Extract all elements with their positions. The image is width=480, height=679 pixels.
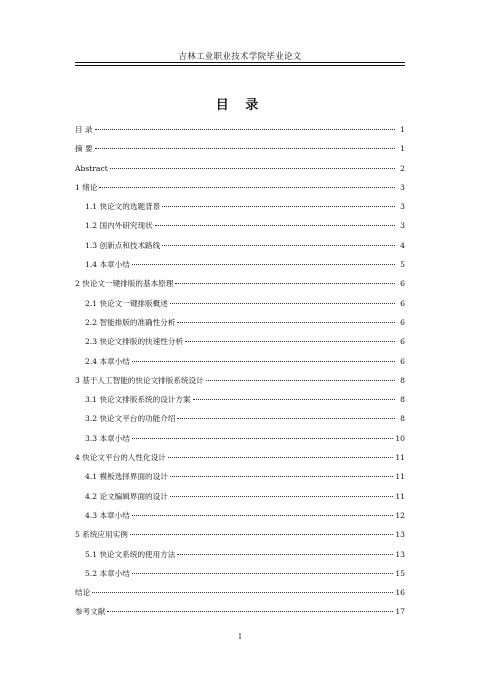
toc-entry-page: 11 <box>395 491 405 501</box>
toc-entry-title: Abstract <box>75 163 108 173</box>
toc-entry[interactable] <box>75 294 405 313</box>
toc-entry-title: 5 系统应用实例 <box>75 530 128 540</box>
toc-entry-page: 15 <box>395 568 405 578</box>
toc-entry-title: 3.1 快论文排版系统的设计方案 <box>85 395 191 405</box>
toc-entry-title: 2 快论文一键排版的基本原理 <box>75 279 174 289</box>
toc-leader-dots <box>170 496 393 497</box>
page-title: 目 录 <box>215 98 265 113</box>
toc-entry-page: 11 <box>395 453 405 463</box>
toc-entry-page: 4 <box>400 240 405 250</box>
toc-entry[interactable] <box>75 371 405 390</box>
toc-entry-title: 1.1 快论文的选题背景 <box>85 202 161 212</box>
toc-entry-page: 13 <box>395 549 405 559</box>
toc-entry-page: 3 <box>400 202 405 212</box>
toc-entry-title: 2.3 快论文排版的快速性分析 <box>85 337 184 347</box>
toc-entry[interactable] <box>75 564 405 583</box>
toc-leader-dots <box>185 341 395 342</box>
toc-entry[interactable] <box>75 216 405 235</box>
toc-leader-dots <box>95 148 395 149</box>
toc-entry[interactable] <box>75 274 405 293</box>
toc-entry-page: 17 <box>395 607 405 617</box>
toc-leader-dots <box>170 303 395 304</box>
toc-leader-dots <box>170 476 393 477</box>
toc-leader-dots <box>132 264 395 265</box>
toc-leader-dots <box>175 283 395 284</box>
toc-entry[interactable] <box>75 255 405 274</box>
toc-entry-title: 结论 <box>75 588 91 598</box>
toc-entry-title: 目 录 <box>75 125 93 134</box>
toc-entry[interactable] <box>75 506 405 525</box>
toc-entry[interactable] <box>75 352 405 371</box>
toc-leader-dots <box>95 129 395 130</box>
toc-entry-title: 1.3 创新点和技术路线 <box>85 240 161 250</box>
toc-entry-page: 6 <box>400 317 405 327</box>
toc-entry-page: 8 <box>400 414 405 424</box>
toc-leader-dots <box>177 322 395 323</box>
toc-entry[interactable] <box>75 236 405 255</box>
toc-entry-title: 5.2 本章小结 <box>85 568 130 578</box>
toc-leader-dots <box>168 457 394 458</box>
toc-entry[interactable] <box>75 120 405 139</box>
toc-leader-dots <box>162 245 395 246</box>
toc-leader-dots <box>206 380 395 381</box>
toc-leader-dots <box>132 573 393 574</box>
toc-entry-page: 1 <box>400 144 405 154</box>
toc-leader-dots <box>99 187 395 188</box>
toc-entry[interactable] <box>75 487 405 506</box>
toc-leader-dots <box>132 361 395 362</box>
toc-entry-title: 3 基于人工智能的快论文排版系统设计 <box>75 375 204 385</box>
toc-entry-page: 6 <box>400 298 405 308</box>
toc-entry[interactable] <box>75 583 405 602</box>
toc-entry-page: 3 <box>400 221 405 231</box>
toc-leader-dots <box>162 206 395 207</box>
toc-leader-dots <box>193 399 395 400</box>
toc-leader-dots <box>132 438 393 439</box>
toc-leader-dots <box>132 515 393 516</box>
toc-entry-page: 6 <box>400 337 405 347</box>
toc-entry[interactable] <box>75 602 405 621</box>
toc-leader-dots <box>92 592 393 593</box>
running-header: 吉林工业职业技术学院毕业论文 <box>178 52 302 62</box>
toc-entry-title: 1 绪论 <box>75 182 98 192</box>
toc-entry-title: 参考文献 <box>75 607 106 617</box>
toc-entry[interactable] <box>75 313 405 332</box>
toc-entry-page: 11 <box>395 472 405 482</box>
toc-entry-page: 6 <box>400 279 405 289</box>
toc-leader-dots <box>110 168 395 169</box>
toc-entry-title: 1.2 国内外研究现状 <box>85 221 153 231</box>
toc-entry[interactable] <box>75 178 405 197</box>
toc-entry-title: 5.1 快论文系统的使用方法 <box>85 549 176 559</box>
toc-entry[interactable] <box>75 467 405 486</box>
toc-entry-page: 8 <box>400 375 405 385</box>
header-rule-thin <box>75 65 405 66</box>
toc-leader-dots <box>107 611 393 612</box>
toc-entry-title: 4.3 本章小结 <box>85 510 130 520</box>
toc-entry[interactable] <box>75 159 405 178</box>
toc-entry[interactable] <box>75 448 405 467</box>
toc-entry-title: 1.4 本章小结 <box>85 260 130 270</box>
toc-entry[interactable] <box>75 525 405 544</box>
toc-entry-title: 3.3 本章小结 <box>85 433 130 443</box>
toc-entry[interactable] <box>75 390 405 409</box>
toc-entry[interactable] <box>75 429 405 448</box>
page-number: I <box>238 633 242 641</box>
toc-leader-dots <box>177 418 395 419</box>
toc-leader-dots <box>155 225 395 226</box>
toc-entry[interactable] <box>75 332 405 351</box>
toc-entry-page: 8 <box>400 395 405 405</box>
toc-entry-page: 16 <box>395 588 405 598</box>
toc-entry-title: 4 快论文平台的人性化设计 <box>75 453 166 463</box>
toc-entry-page: 13 <box>395 530 405 540</box>
toc-entry-page: 12 <box>395 510 405 520</box>
toc-entry[interactable] <box>75 197 405 216</box>
toc-entry-title: 4.2 论文编辑界面的设计 <box>85 491 168 501</box>
toc-entry-page: 2 <box>400 163 405 173</box>
toc-entry-page: 6 <box>400 356 405 366</box>
toc-entry[interactable] <box>75 139 405 158</box>
toc-entry-page: 10 <box>395 433 405 443</box>
toc-entry-title: 2.4 本章小结 <box>85 356 130 366</box>
toc-entry[interactable] <box>75 409 405 428</box>
toc-entry-title: 摘 要 <box>75 144 93 154</box>
toc-leader-dots <box>177 554 393 555</box>
toc-entry-page: 3 <box>400 182 405 192</box>
header-rule <box>75 62 405 63</box>
toc-entry-page: 1 <box>400 125 405 134</box>
toc-entry-title: 2.2 智能排版的准确性分析 <box>85 317 176 327</box>
table-of-contents <box>75 120 405 622</box>
toc-entry[interactable] <box>75 545 405 564</box>
toc-entry-title: 2.1 快论文一键排版概述 <box>85 298 168 308</box>
toc-entry-title: 3.2 快论文平台的功能介绍 <box>85 414 176 424</box>
toc-leader-dots <box>130 534 394 535</box>
toc-entry-title: 4.1 模板选择界面的设计 <box>85 472 168 482</box>
toc-entry-page: 5 <box>400 260 405 270</box>
